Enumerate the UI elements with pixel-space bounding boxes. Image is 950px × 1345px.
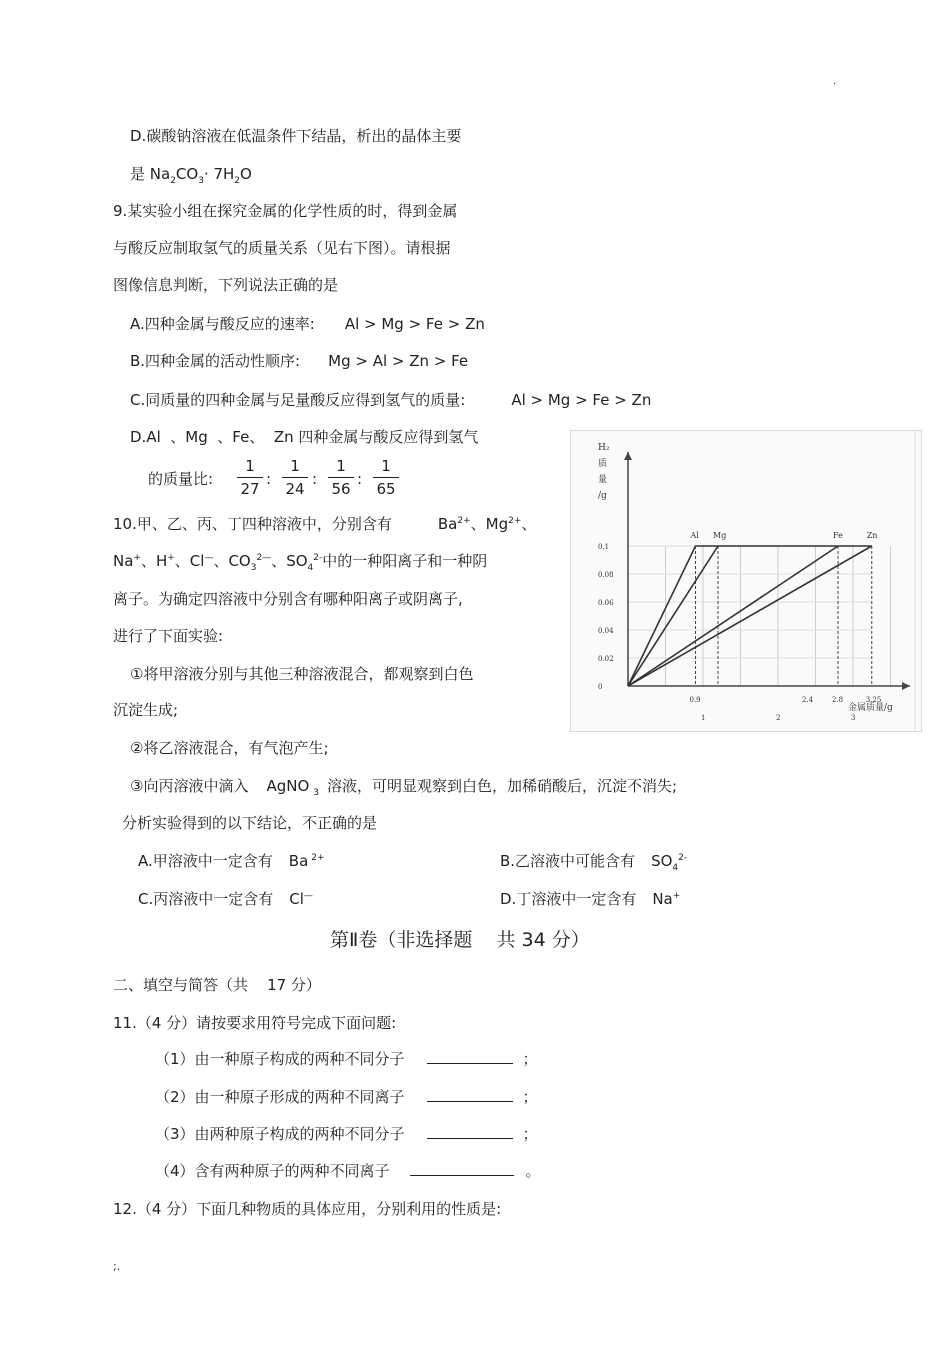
y-tick-label: 0.06 [598,599,614,607]
section-title: 第Ⅱ卷（非选择题 共 34 分） [330,929,590,951]
ratio-separator: : [312,470,318,488]
q9-stem-line1: 9.某实验小组在探究金属的化学性质的时，得到金属 [113,202,458,220]
q11-item-4: （4）含有两种原子的两种不同离子 。 [155,1162,541,1180]
x-bottom-tick-label: 1 [701,714,706,722]
q9-option-d-line1: D.Al 、Mg 、Fe、 Zn 四种金属与酸反应得到氢气 [130,428,479,446]
answer-blank[interactable] [427,1049,513,1064]
q10-option-b: B.乙溶液中可能含有 $SO_4^{2-}$ [500,852,688,873]
q11-item-3: （3）由两种原子构成的两种不同分子 ； [155,1125,538,1143]
q9-option-a: A.四种金属与酸反应的速率: Al > Mg > Fe > Zn [130,315,485,333]
q12-stem: 12.（4 分）下面几种物质的具体应用，分别利用的性质是: [113,1200,502,1218]
q8-option-d-line2: 是 $Na_2CO_3\cdot 7H_2O$ [130,165,252,186]
q10-experiment-1b: 沉淀生成; [113,701,179,719]
q9-option-b: B.四种金属的活动性顺序: Mg > Al > Zn > Fe [130,352,469,370]
q10-question: 分析实验得到的以下结论，不正确的是 [122,814,378,832]
part2-heading: 二、填空与简答（共 17 分） [113,976,321,994]
x-tick-label: 0.9 [689,696,701,704]
y-tick-label: 0 [598,683,603,691]
fraction-mg: 1 24 [282,457,308,498]
q11-item-1: （1）由一种原子构成的两种不同分子 ； [155,1050,538,1068]
y-tick-label: 0.1 [598,543,610,551]
y-tick-label: 0.04 [598,627,614,635]
page-dot-mark: . [833,76,837,87]
q10-stem-line4: 进行了下面实验: [113,627,224,645]
q8-option-d-line1: D.碳酸钠溶液在低温条件下结晶，析出的晶体主要 [130,127,462,145]
y-tick-label: 0.08 [598,571,614,579]
q9-option-d-prefix: 的质量比: [148,470,214,488]
q11-item-2: （2）由一种原子形成的两种不同离子 ； [155,1088,538,1106]
fraction-zn: 1 65 [373,457,399,498]
x-tick-label: 3.25 [865,696,882,704]
ratio-separator: : [357,470,363,488]
fraction-al: 1 27 [237,457,263,498]
q9-option-c: C.同质量的四种金属与足量酸反应得到氢气的质量: Al > Mg > Fe > Zn [130,391,652,409]
ratio-separator: : [266,470,272,488]
hydrogen-mass-chart [570,430,922,732]
q9-stem-line2: 与酸反应制取氢气的质量关系（见右下图）。请根据 [113,239,451,257]
series-label-fe: Fe [833,531,843,540]
fraction-fe: 1 56 [328,457,354,498]
y-axis-label: H₂ [598,443,610,453]
q10-option-a: A.甲溶液中一定含有 Ba $^{2+}$ [138,852,325,870]
series-label-al: Al [690,531,699,540]
q10-experiment-1a: ①将甲溶液分别与其他三种溶液混合，都观察到白色 [130,665,474,683]
q10-experiment-3: ③向丙溶液中滴入 AgNO $_3$ 溶液，可明显观察到白色，加稀硝酸后，沉淀不消失; [130,777,678,798]
x-axis-label: 金属质量/g [848,703,893,713]
series-label-zn: Zn [866,531,878,540]
q10-option-d: D.丁溶液中一定含有 Na+ [500,890,681,908]
q9-stem-line3: 图像信息判断，下列说法正确的是 [113,276,339,294]
x-tick-label: 2.8 [832,696,844,704]
answer-blank[interactable] [427,1087,513,1102]
y-tick-label: 0.02 [598,655,614,663]
y-axis-label: 量 [598,475,608,485]
page-footer-mark: ;. [113,1260,121,1273]
x-tick-label: 2.4 [802,696,814,704]
q11-stem: 11.（4 分）请按要求用符号完成下面问题: [113,1014,397,1032]
answer-blank[interactable] [410,1161,514,1176]
y-axis-label: /g [598,491,607,501]
q10-stem-line2: Na+、H+、Cl—、$CO_3^{2—}$、$SO_4^{2-}$中的一种阳离子和一种阴 [113,552,488,573]
q10-stem-line3: 离子。为确定四溶液中分别含有哪种阳离子或阴离子, [113,590,463,608]
x-bottom-tick-label: 2 [776,714,781,722]
series-label-mg: Mg [713,531,727,540]
q10-option-c: C.丙溶液中一定含有 Cl— [138,890,313,908]
y-axis-label: 质 [598,459,608,469]
q10-experiment-2: ②将乙溶液混合，有气泡产生; [130,739,329,757]
q10-stem-line1: 10.甲、乙、丙、丁四种溶液中，分别含有 $Ba^{2+}$、$Mg^{2+}$、 [113,515,537,533]
answer-blank[interactable] [427,1124,513,1139]
x-bottom-tick-label: 3 [851,714,856,722]
